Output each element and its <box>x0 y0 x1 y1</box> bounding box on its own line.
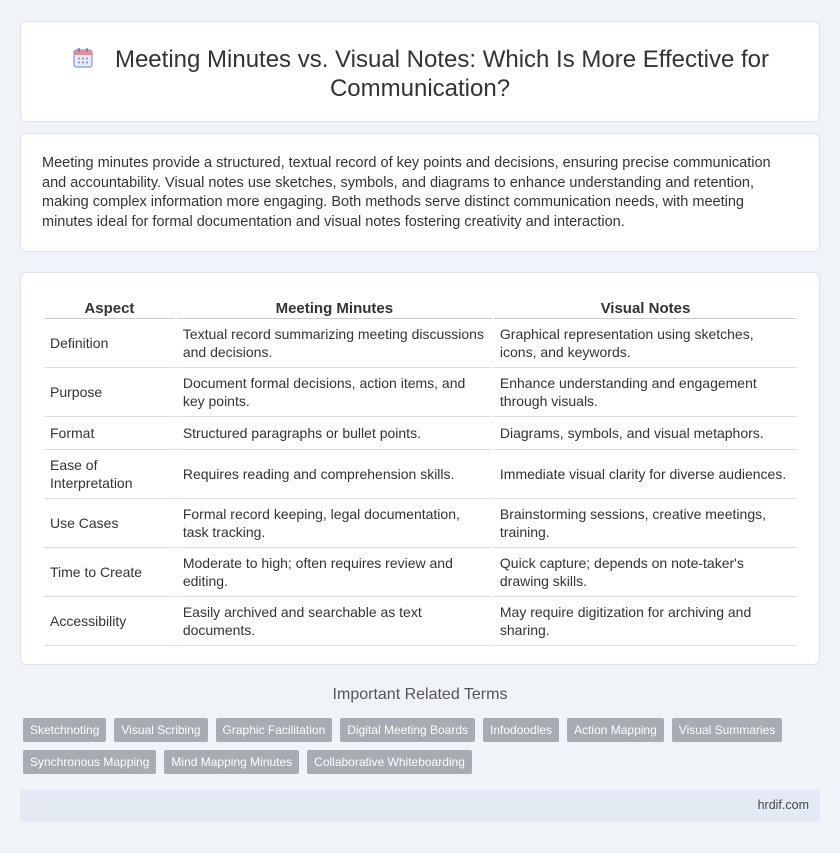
comparison-table <box>42 295 799 646</box>
visual-notes-cell: Brainstorming sessions, creative meetings, training. <box>494 499 797 548</box>
table-row <box>44 319 797 368</box>
related-terms-title: Important Related Terms <box>332 686 508 703</box>
term-tag[interactable]: Mind Mapping Minutes <box>164 750 299 774</box>
visual-notes-cell: Enhance understanding and engagement through visuals. <box>494 368 797 417</box>
visual-notes-cell: Quick capture; depends on note-taker's drawing skills. <box>494 548 797 597</box>
page-title: Meeting Minutes vs. Visual Notes: Which Is More Effective for Communication? <box>114 46 770 102</box>
term-tag[interactable]: Graphic Facilitation <box>216 718 333 742</box>
term-tag[interactable]: Synchronous Mapping <box>23 750 156 774</box>
meeting-minutes-cell: Formal record keeping, legal documentation, task tracking. <box>177 499 492 548</box>
term-tag[interactable]: Visual Scribing <box>114 718 207 742</box>
meeting-minutes-cell: Structured paragraphs or bullet points. <box>177 417 492 450</box>
calendar-icon <box>71 46 95 70</box>
visual-notes-cell: Diagrams, symbols, and visual metaphors. <box>494 417 797 450</box>
page-title-wrap <box>21 45 819 103</box>
aspect-cell: Definition <box>44 319 175 368</box>
table-header-row <box>44 295 797 319</box>
aspect-cell: Purpose <box>44 368 175 417</box>
meeting-minutes-cell: Textual record summarizing meeting discussions and decisions. <box>177 319 492 368</box>
table-row <box>44 450 797 499</box>
visual-notes-cell: May require digitization for archiving and sharing. <box>494 597 797 646</box>
intro-text: Meeting minutes provide a structured, textual record of key points and decisions, ensuring precise communication and accountability. Visual notes use sketches, symbols, and diagrams to enhance understanding and retention, making complex information more engaging. Both methods serve distinct communication needs, with meeting minutes ideal for formal documentation and visual notes fostering creativity and interaction. <box>42 155 771 230</box>
header-meeting-minutes: Meeting Minutes <box>177 295 492 319</box>
table-row <box>44 417 797 450</box>
aspect-cell: Format <box>44 417 175 450</box>
table-row <box>44 548 797 597</box>
table-row <box>44 499 797 548</box>
comparison-card <box>20 272 820 665</box>
term-tag[interactable]: Action Mapping <box>567 718 664 742</box>
meeting-minutes-cell: Requires reading and comprehension skills. <box>177 450 492 499</box>
related-terms-list <box>23 718 803 782</box>
visual-notes-cell: Graphical representation using sketches, icons, and keywords. <box>494 319 797 368</box>
intro-card <box>20 133 820 252</box>
meeting-minutes-cell: Easily archived and searchable as text documents. <box>177 597 492 646</box>
header-aspect: Aspect <box>44 295 175 319</box>
table-row <box>44 597 797 646</box>
footer-site-link[interactable]: hrdif.com <box>757 798 809 812</box>
meeting-minutes-cell: Document formal decisions, action items, and key points. <box>177 368 492 417</box>
term-tag[interactable]: Visual Summaries <box>672 718 782 742</box>
term-tag[interactable]: Sketchnoting <box>23 718 106 742</box>
header-visual-notes: Visual Notes <box>494 295 797 319</box>
table-row <box>44 368 797 417</box>
meeting-minutes-cell: Moderate to high; often requires review and editing. <box>177 548 492 597</box>
term-tag[interactable]: Collaborative Whiteboarding <box>307 750 472 774</box>
header-card <box>20 21 820 122</box>
visual-notes-cell: Immediate visual clarity for diverse audiences. <box>494 450 797 499</box>
footer <box>20 790 820 822</box>
aspect-cell: Use Cases <box>44 499 175 548</box>
term-tag[interactable]: Digital Meeting Boards <box>340 718 475 742</box>
term-tag[interactable]: Infodoodles <box>483 718 559 742</box>
aspect-cell: Time to Create <box>44 548 175 597</box>
aspect-cell: Accessibility <box>44 597 175 646</box>
aspect-cell: Ease of Interpretation <box>44 450 175 499</box>
